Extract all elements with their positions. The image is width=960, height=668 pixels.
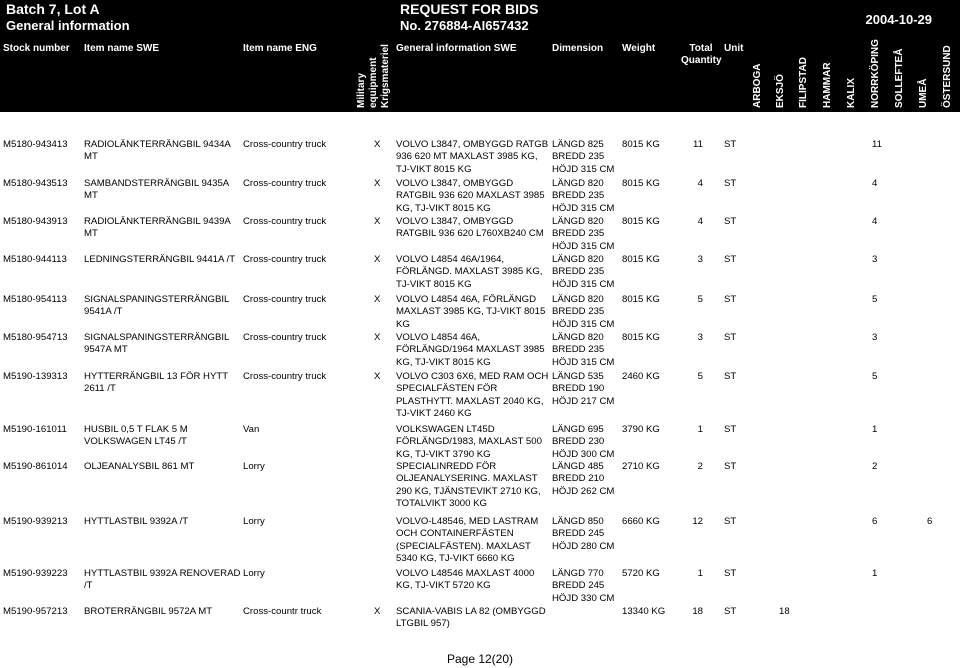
military-flag: X <box>374 254 381 265</box>
qty-norrkoping: 3 <box>872 332 878 343</box>
item-name-swe: LEDNINGSTERRÄNGBIL 9441A /T <box>84 254 236 265</box>
col-eksjo: EKSJÖ <box>775 74 786 108</box>
total-quantity: 2 <box>697 461 703 472</box>
item-name-swe: RADIOLÄNKTERRÄNGBIL 9439A MT <box>84 216 231 240</box>
dimension: LÄNGD 770 BREDD 245 HÖJD 330 CM <box>552 568 615 604</box>
military-flag: X <box>374 371 381 382</box>
weight: 8015 KG <box>622 332 660 343</box>
header-subtitle: General information <box>6 18 130 33</box>
item-name-swe: SIGNALSPANINGSTERRÄNGBIL 9547A MT <box>84 332 230 356</box>
general-info: VOLVO L4854 46A, FÖRLÄNGD MAXLAST 3985 KG, TJ-VIKT 8015 KG <box>396 294 546 330</box>
item-name-eng: Cross-country truck <box>243 216 327 227</box>
unit: ST <box>724 371 737 382</box>
total-quantity: 1 <box>697 424 703 435</box>
total-quantity: 1 <box>697 568 703 579</box>
col-stock-number: Stock number <box>3 43 70 54</box>
weight: 8015 KG <box>622 254 660 265</box>
general-info: VOLVO C303 6X6, MED RAM OCH SPECIALFÄSTEN FÖR PLASTHYTT. MAXLAST 2040 KG, TJ-VIKT 2460 KG <box>396 371 549 420</box>
dimension: LÄNGD 820 BREDD 235 HÖJD 315 CM <box>552 178 615 214</box>
col-item-name-swe: Item name SWE <box>84 43 160 54</box>
weight: 5720 KG <box>622 568 660 579</box>
dimension: LÄNGD 820 BREDD 235 HÖJD 315 CM <box>552 216 615 252</box>
item-name-eng: Cross-country truck <box>243 332 327 343</box>
qty-umea: 6 <box>927 516 933 527</box>
stock-number: M5190-139313 <box>3 371 68 382</box>
qty-hammar: 18 <box>779 606 790 617</box>
qty-norrkoping: 5 <box>872 294 878 305</box>
item-name-swe: RADIOLÄNKTERRÄNGBIL 9434A MT <box>84 139 231 163</box>
general-info: SCANIA-VABIS LA 82 (OMBYGGD LTGBIL 957) <box>396 606 546 630</box>
item-name-swe: SAMBANDSTERRÄNGBIL 9435A MT <box>84 178 229 202</box>
unit: ST <box>724 178 737 189</box>
general-info: VOLVO L3847, OMBYGGD RATGB 936 620 MT MAXLAST 3985 KG, TJ-VIKT 8015 KG <box>396 139 549 175</box>
batch-title: Batch 7, Lot A <box>6 1 100 17</box>
weight: 8015 KG <box>622 294 660 305</box>
total-quantity: 3 <box>697 254 703 265</box>
weight: 8015 KG <box>622 216 660 227</box>
stock-number: M5180-943513 <box>3 178 68 189</box>
column-header-row <box>0 36 960 112</box>
qty-norrkoping: 1 <box>872 424 878 435</box>
total-quantity: 5 <box>697 371 703 382</box>
general-info: VOLVO L3847, OMBYGGD RATGBIL 936 620 MAXLAST 3985 KG, TJ-VIKT 8015 KG <box>396 178 545 214</box>
unit: ST <box>724 216 737 227</box>
item-name-eng: Cross-country truck <box>243 371 327 382</box>
weight: 6660 KG <box>622 516 660 527</box>
request-number: No. 276884-AI657432 <box>400 18 529 33</box>
col-military-equipment: Military equipment Krigsmateriel <box>356 44 391 108</box>
stock-number: M5180-944113 <box>3 254 67 265</box>
item-name-eng: Cross-country truck <box>243 254 327 265</box>
item-name-eng: Lorry <box>243 568 265 579</box>
col-dimension: Dimension <box>552 43 604 54</box>
item-name-eng: Lorry <box>243 516 265 527</box>
total-quantity: 5 <box>697 294 703 305</box>
general-info: VOLVO L48546 MAXLAST 4000 KG, TJ-VIKT 5720 KG <box>396 568 535 592</box>
qty-norrkoping: 2 <box>872 461 878 472</box>
general-info: VOLVO L4854 46A, FÖRLÄNGD/1964 MAXLAST 3985 KG, TJ-VIKT 8015 KG <box>396 332 545 368</box>
dimension: LÄNGD 820 BREDD 235 HÖJD 315 CM <box>552 294 615 330</box>
stock-number: M5190-939213 <box>3 516 68 527</box>
col-hammar: HAMMAR <box>822 62 833 108</box>
col-unit: Unit <box>724 43 744 54</box>
general-info: VOLVO L4854 46A/1964, FÖRLÄNGD. MAXLAST 3985 KG, TJ-VIKT 8015 KG <box>396 254 543 290</box>
col-norrkoping: NORRKÖPING <box>870 39 881 108</box>
total-quantity: 3 <box>697 332 703 343</box>
col-general-info: General information SWE <box>396 43 517 54</box>
qty-norrkoping: 5 <box>872 371 878 382</box>
stock-number: M5190-957213 <box>3 606 68 617</box>
item-name-swe: SIGNALSPANINGSTERRÄNGBIL 9541A /T <box>84 294 230 318</box>
unit: ST <box>724 332 737 343</box>
general-info: VOLVO-L48546, MED LASTRAM OCH CONTAINERFÄSTEN (SPECIALFÄSTEN). MAXLAST 5340 KG, TJ-VIKT 6660 KG <box>396 516 539 565</box>
weight: 2710 KG <box>622 461 660 472</box>
col-kalix: KALIX <box>846 78 857 108</box>
total-quantity: 4 <box>697 216 703 227</box>
dimension: LÄNGD 820 BREDD 235 HÖJD 315 CM <box>552 254 615 290</box>
dimension: LÄNGD 820 BREDD 235 HÖJD 315 CM <box>552 332 615 368</box>
weight: 13340 KG <box>622 606 666 617</box>
military-flag: X <box>374 332 381 343</box>
unit: ST <box>724 139 737 150</box>
item-name-eng: Lorry <box>243 461 265 472</box>
military-flag: X <box>374 606 381 617</box>
item-name-swe: HYTTERRÄNGBIL 13 FÖR HYTT 2611 /T <box>84 371 228 395</box>
weight: 3790 KG <box>622 424 660 435</box>
general-info: VOLKSWAGEN LT45D FÖRLÄNGD/1983, MAXLAST 500 KG, TJ-VIKT 3790 KG <box>396 424 542 460</box>
total-quantity: 18 <box>692 606 703 617</box>
inventory-table <box>0 112 960 632</box>
stock-number: M5190-861014 <box>3 461 68 472</box>
col-filipstad: FILIPSTAD <box>798 57 809 108</box>
qty-norrkoping: 1 <box>872 568 878 579</box>
item-name-swe: HYTTLASTBIL 9392A RENOVERAD /T <box>84 568 241 592</box>
item-name-eng: Cross-country truck <box>243 178 327 189</box>
item-name-swe: BROTERRÄNGBIL 9572A MT <box>84 606 213 617</box>
unit: ST <box>724 606 737 617</box>
unit: ST <box>724 254 737 265</box>
item-name-eng: Cross-country truck <box>243 139 327 150</box>
stock-number: M5180-954713 <box>3 332 68 343</box>
total-quantity: 11 <box>693 139 703 150</box>
item-name-swe: HUSBIL 0,5 T FLAK 5 M VOLKSWAGEN LT45 /T <box>84 424 188 448</box>
weight: 2460 KG <box>622 371 660 382</box>
military-flag: X <box>374 294 381 305</box>
item-name-eng: Cross-countr truck <box>243 606 322 617</box>
unit: ST <box>724 461 737 472</box>
unit: ST <box>724 424 737 435</box>
stock-number: M5190-939223 <box>3 568 68 579</box>
total-quantity: 4 <box>697 178 703 189</box>
stock-number: M5180-943413 <box>3 139 68 150</box>
item-name-eng: Cross-country truck <box>243 294 327 305</box>
military-flag: X <box>374 216 381 227</box>
qty-norrkoping: 4 <box>872 216 878 227</box>
col-weight: Weight <box>622 43 656 54</box>
item-name-swe: HYTTLASTBIL 9392A /T <box>84 516 189 527</box>
col-umea: UMEÅ <box>918 78 929 108</box>
col-item-name-eng: Item name ENG <box>243 43 317 54</box>
qty-norrkoping: 6 <box>872 516 878 527</box>
military-flag: X <box>374 139 381 150</box>
page-header <box>0 0 960 36</box>
qty-norrkoping: 4 <box>872 178 878 189</box>
stock-number: M5190-161011 <box>3 424 67 435</box>
item-name-swe: OLJEANALYSBIL 861 MT <box>84 461 195 472</box>
col-arboga: ARBOGA <box>752 63 763 108</box>
weight: 8015 KG <box>622 178 660 189</box>
general-info: VOLVO L3847, OMBYGGD RATGBIL 936 620 L760XB240 CM <box>396 216 544 240</box>
qty-norrkoping: 3 <box>872 254 878 265</box>
stock-number: M5180-943913 <box>3 216 68 227</box>
qty-norrkoping: 11 <box>872 139 882 150</box>
header-date: 2004-10-29 <box>865 12 932 27</box>
dimension: LÄNGD 825 BREDD 235 HÖJD 315 CM <box>552 139 615 175</box>
dimension: LÄNGD 485 BREDD 210 HÖJD 262 CM <box>552 461 615 497</box>
general-info: SPECIALINREDD FÖR OLJEANALYSERING. MAXLAST 290 KG, TJÄNSTEVIKT 2710 KG, TOTALVIKT 3000 KG <box>396 461 541 510</box>
dimension: LÄNGD 695 BREDD 230 HÖJD 300 CM <box>552 424 615 460</box>
item-name-eng: Van <box>243 424 260 435</box>
military-flag: X <box>374 178 381 189</box>
weight: 8015 KG <box>622 139 660 150</box>
dimension: LÄNGD 850 BREDD 245 HÖJD 280 CM <box>552 516 615 552</box>
col-total-quantity: Total Quantity <box>681 43 722 66</box>
dimension: LÄNGD 535 BREDD 190 HÖJD 217 CM <box>552 371 615 407</box>
unit: ST <box>724 516 737 527</box>
col-solleftea: SOLLEFTEÅ <box>894 48 905 108</box>
request-title: REQUEST FOR BIDS <box>400 1 539 17</box>
stock-number: M5180-954113 <box>3 294 67 305</box>
unit: ST <box>724 568 737 579</box>
page-number: Page 12(20) <box>446 652 514 666</box>
col-ostersund: ÖSTERSUND <box>942 45 953 108</box>
unit: ST <box>724 294 737 305</box>
total-quantity: 12 <box>692 516 703 527</box>
